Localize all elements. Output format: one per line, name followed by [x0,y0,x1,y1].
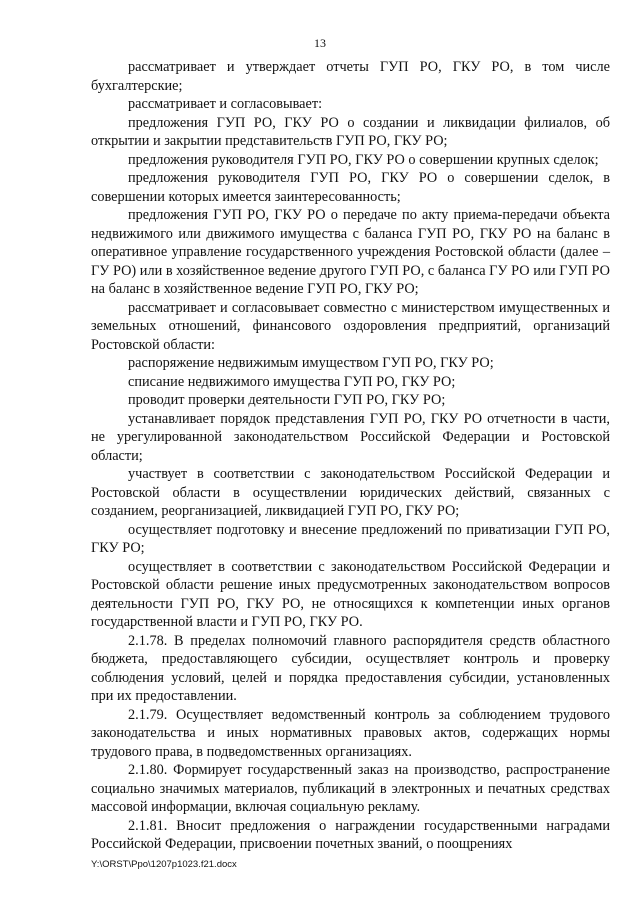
paragraph: 2.1.79. Осуществляет ведомственный контроль за соблюдением трудового законодательства и иных нормативных правовых актов, содержащих нормы трудового права, в подведомственных организациях. [91,706,610,760]
paragraph: предложения ГУП РО, ГКУ РО о создании и ликвидации филиалов, об открытии и закрытии представительств ГУП РО, ГКУ РО; [91,114,610,149]
paragraph: 2.1.78. В пределах полномочий главного распорядителя средств областного бюджета, предоставляющего субсидии, осуществляет контроль и проверку соблюдения условий, целей и порядка предоставления субсидии, установленных при их предоставлении. [91,632,610,704]
paragraph: рассматривает и утверждает отчеты ГУП РО, ГКУ РО, в том числе бухгалтерские; [91,59,610,94]
paragraph: рассматривает и согласовывает совместно с министерством имущественных и земельных отношений, финансового оздоровления предприятий, организаций Ростовской области: [91,299,610,353]
paragraph: устанавливает порядок представления ГУП РО, ГКУ РО отчетности в части, не урегулированной законодательством Российской Федерации и Ростовской области; [91,410,610,464]
paragraph: предложения ГУП РО, ГКУ РО о передаче по акту приема-передачи объекта недвижимого или движимого имущества с баланса ГУП РО, ГКУ РО на баланс в оперативное управление государственного учреждения Ростовской области (далее – ГУ РО) или в хозяйственное ведение другого ГУП РО, с баланса ГУ РО или ГУП РО на баланс в хозяйственное ведение ГУП РО, ГКУ РО; [91,207,610,297]
paragraph: проводит проверки деятельности ГУП РО, ГКУ РО; [128,392,446,408]
paragraph: списание недвижимого имущества ГУП РО, ГКУ РО; [128,373,456,390]
document-body [91,58,610,854]
paragraph: участвует в соответствии с законодательством Российской Федерации и Ростовской области в осуществлении юридических действий, связанных с созданием, реорганизацией, ликвидацией ГУП РО, ГКУ РО; [91,466,610,519]
paragraph: рассматривает и согласовывает: [128,96,323,112]
paragraph: осуществляет в соответствии с законодательством Российской Федерации и Ростовской области решение иных предусмотренных законодательством вопросов деятельности ГУП РО, ГКУ РО, не относящихся к компетенции иных органов государственной власти и ГУП РО, ГКУ РО. [91,558,610,630]
paragraph: 2.1.81. Вносит предложения о награждении государственными наградами Российской Федерации, присвоении почетных званий, о поощрениях [91,817,610,852]
paragraph: 2.1.80. Формирует государственный заказ на производство, распространение социально значимых материалов, публикаций в электронных и печатных средствах массовой информации, включая социальную рекламу. [91,762,610,815]
page-number: 13 [314,36,326,50]
footer-file-path: Y:\ORST\Ppo\1207p1023.f21.docx [91,859,237,870]
paragraph: осуществляет подготовку и внесение предложений по приватизации ГУП РО, ГКУ РО; [91,521,610,556]
paragraph: распоряжение недвижимым имуществом ГУП РО, ГКУ РО; [128,355,494,371]
paragraph: предложения руководителя ГУП РО, ГКУ РО о совершении крупных сделок; [128,151,599,168]
paragraph: предложения руководителя ГУП РО, ГКУ РО о совершении сделок, в совершении которых имеется заинтересованность; [91,170,610,205]
